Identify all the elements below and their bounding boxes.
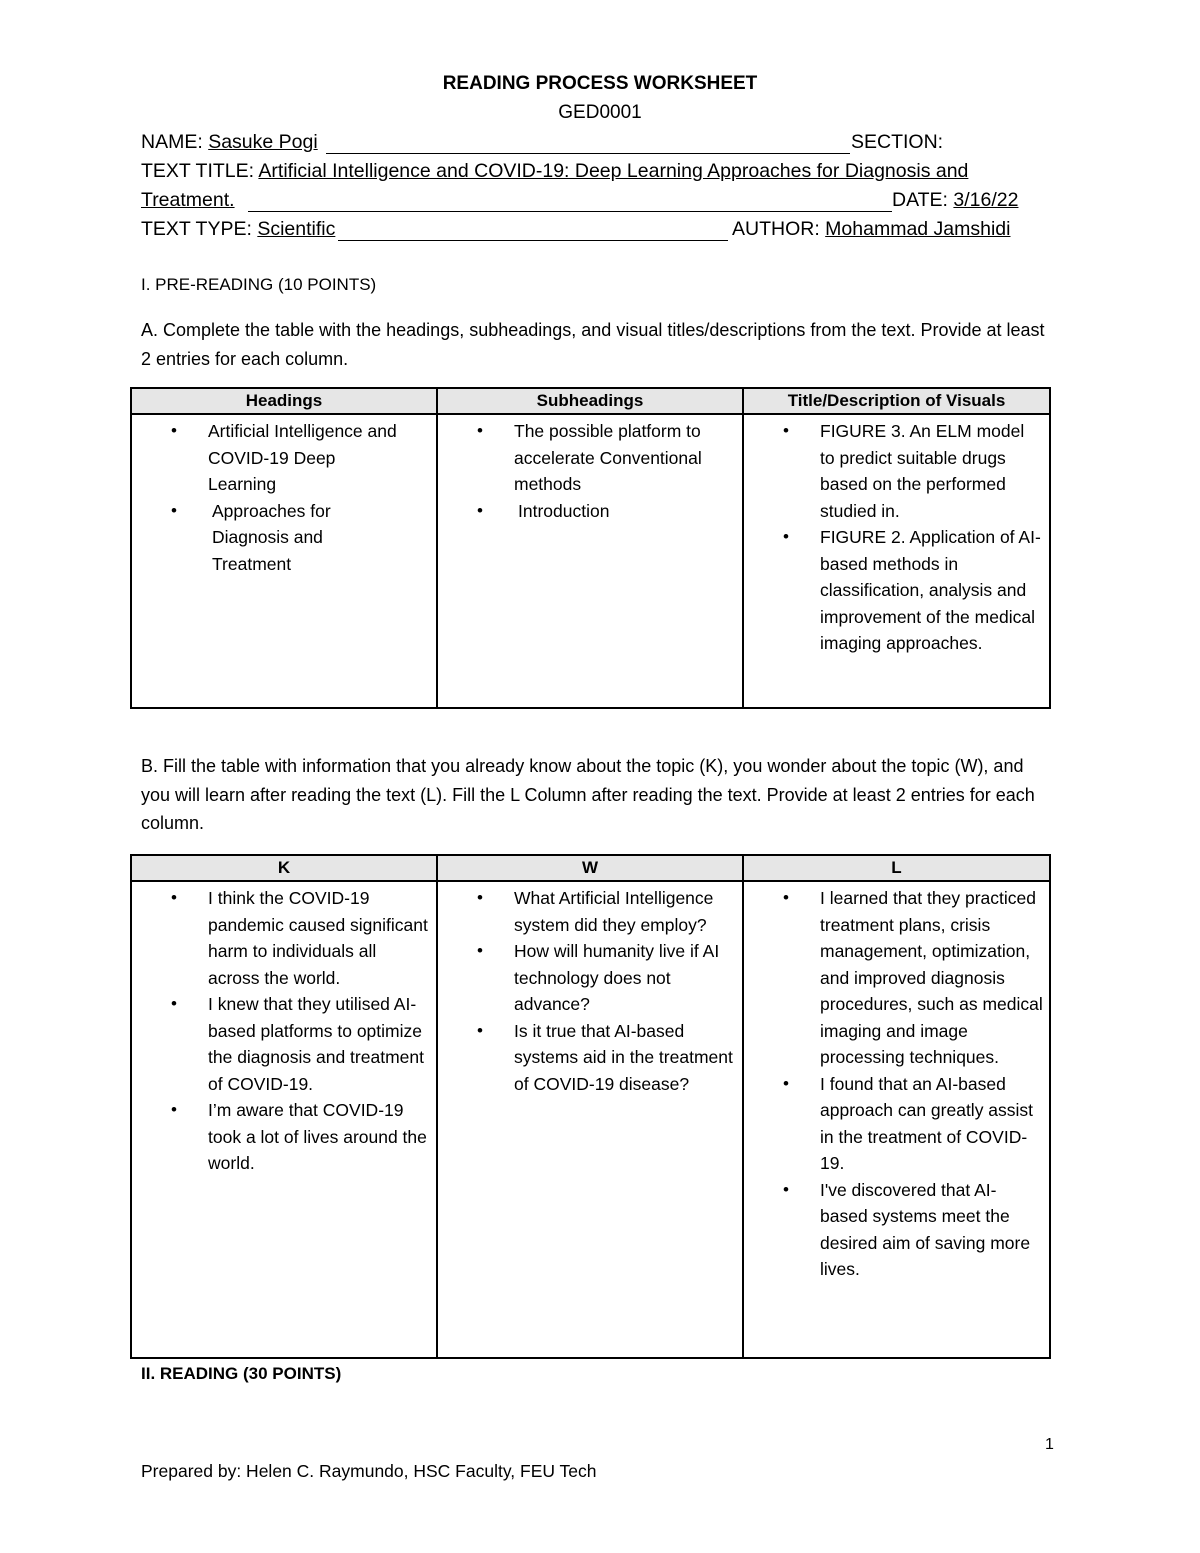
k-cell [131, 881, 437, 1358]
list-item: • I found that an AI-based approach can greatly assist in the treatment of COVID-19. [820, 1071, 1043, 1177]
w-cell [437, 881, 743, 1358]
text-type-value: Scientific [257, 218, 336, 240]
date-line [892, 189, 1042, 212]
list-item: • FIGURE 2. Application of AI-based methods in classification, analysis and improvement of the medical imaging approaches. [820, 524, 1043, 657]
list-item: • I learned that they practiced treatment plans, crisis management, optimization, and improved diagnosis procedures, such as medical imaging and image processing techniques. [820, 885, 1043, 1071]
list-item: • What Artificial Intelligence system did they employ? [514, 885, 736, 938]
date-label: DATE: [892, 189, 948, 211]
list-item: • Introduction [514, 498, 736, 525]
name-value: Sasuke Pogi [208, 131, 318, 153]
pre-reading-heading: I. PRE-READING (10 POINTS) [141, 275, 377, 294]
list-item: • I've discovered that AI-based systems meet the desired aim of saving more lives. [820, 1177, 1043, 1283]
visuals-cell [743, 414, 1050, 708]
author-value: Mohammad Jamshidi [825, 218, 1011, 240]
part-a-content-row [131, 414, 1050, 708]
list-item: • The possible platform to accelerate Conventional methods [514, 418, 736, 498]
list-item: • I’m aware that COVID-19 took a lot of lives around the world. [208, 1097, 430, 1177]
part-b-table [130, 854, 1051, 1359]
text-type-underline [338, 240, 728, 241]
list-item: • How will humanity live if AI technology does not advance? [514, 938, 736, 1018]
list-item: • FIGURE 3. An ELM model to predict suitable drugs based on the performed studied in. [820, 418, 1043, 524]
part-b-content-row [131, 881, 1050, 1358]
part-a-instruction: A. Complete the table with the headings, subheadings, and visual titles/descriptions from the text. Provide at least 2 entries for each column. [141, 320, 1045, 369]
part-b-header-row [131, 855, 1050, 881]
author-label: AUTHOR: [732, 218, 820, 240]
column-header-k: K [131, 855, 437, 881]
list-item: • I think the COVID-19 pandemic caused significant harm to individuals all across the world. [208, 885, 430, 991]
column-header-w: W [437, 855, 743, 881]
column-header-visuals: Title/Description of Visuals [743, 388, 1050, 414]
headings-cell [131, 414, 437, 708]
part-a-table [130, 387, 1051, 709]
text-title-label: TEXT TITLE: [141, 160, 255, 182]
name-label: NAME: [141, 131, 203, 153]
column-header-l: L [743, 855, 1050, 881]
section-label: SECTION: [851, 131, 944, 153]
list-item: • Is it true that AI-based systems aid in the treatment of COVID-19 disease? [514, 1018, 736, 1098]
title-underline [248, 211, 892, 212]
l-cell [743, 881, 1050, 1358]
part-a-header-row [131, 388, 1050, 414]
course-code: GED0001 [558, 102, 642, 123]
column-header-headings: Headings [131, 388, 437, 414]
list-item: • Artificial Intelligence and COVID-19 Deep Learning [208, 418, 400, 498]
text-type-label: TEXT TYPE: [141, 218, 252, 240]
date-value: 3/16/22 [953, 189, 1019, 211]
text-title-line [141, 160, 1032, 183]
reading-heading: II. READING (30 POINTS) [141, 1364, 342, 1383]
name-underline [326, 153, 850, 154]
page-number: 1 [1045, 1436, 1054, 1453]
list-item: • Approaches for Diagnosis and Treatment [208, 498, 400, 578]
author-line [732, 218, 1042, 241]
text-title-value: Artificial Intelligence and COVID-19: Deep Learning Approaches for Diagnosis and [258, 160, 969, 182]
worksheet-title: READING PROCESS WORKSHEET [442, 73, 758, 94]
part-b-instruction: B. Fill the table with information that you already know about the topic (K), you wonder about the topic (W), and you will learn after reading the text (L). Fill the L Column after reading the text. Provide at least 2 entries for each column. [141, 756, 1035, 833]
list-item: • I knew that they utilised AI-based platforms to optimize the diagnosis and treatment of COVID-19. [208, 991, 430, 1097]
subheadings-cell [437, 414, 743, 708]
column-header-subheadings: Subheadings [437, 388, 743, 414]
prepared-by-footer: Prepared by: Helen C. Raymundo, HSC Faculty, FEU Tech [141, 1461, 597, 1481]
text-title-value-2: Treatment. [141, 189, 235, 211]
